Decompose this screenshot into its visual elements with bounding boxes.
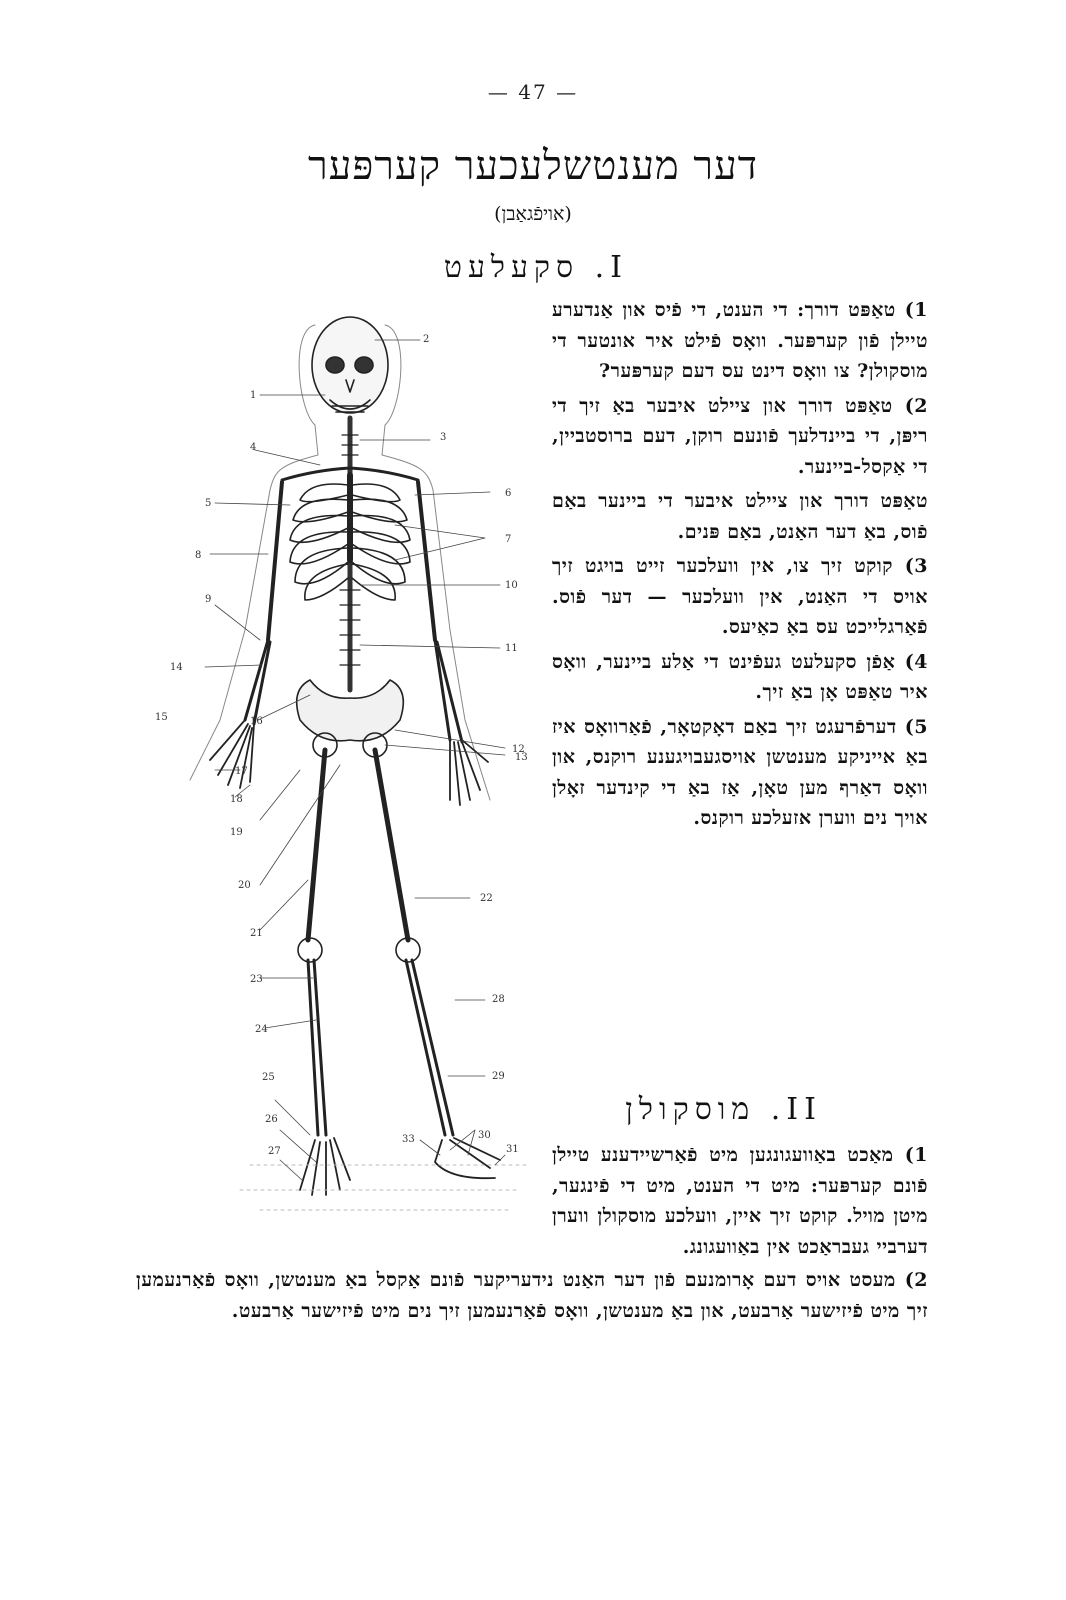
figure-label: 33 xyxy=(402,1134,415,1145)
skeleton-illustration xyxy=(150,300,540,1240)
page-number: — 47 — xyxy=(487,80,579,104)
figure-label: 30 xyxy=(478,1130,491,1141)
paragraph: 3) קוקט זיך צו, אין וועלכער זייט בויגט זיך אויס די האַנט, אין וועלכער — דער פֿוס. פֿאַרגלייכט עס באַ כאַיעס. xyxy=(552,555,928,638)
page-title: דער מענטשלעכער קערפּער xyxy=(308,143,758,189)
paragraph: 1) טאַפּט דורך: די הענט, די פֿיס און אַנדערע טיילן פֿון קערפּער. וואָס פֿילט איר אונטער די מוסקולן? צו וואָס דינט עס דעם קערפּער? xyxy=(552,299,928,382)
figure-label: 20 xyxy=(238,880,251,891)
figure-label: 23 xyxy=(250,974,263,985)
figure-label: 16 xyxy=(250,716,263,727)
figure-label: 26 xyxy=(265,1114,278,1125)
page-subtitle: (אויפֿגאַבן) xyxy=(494,203,572,225)
figure-label: 1 xyxy=(250,390,257,401)
figure-label: 21 xyxy=(250,928,263,939)
figure-label: 25 xyxy=(262,1072,275,1083)
figure-label: 12 xyxy=(512,744,525,755)
paragraph: 2) מעסט אויס דעם אָרומנעם פֿון דער האַנט נידעריקער פֿונם אַקסל באַ מענטשן, וואָס פֿאַרנעמען זיך מיט פֿיזישער אַרבעט, און באַ מענטשן, וואָס פֿאַרנעמען זיך נים מיט פֿיזישער אַרבעט. xyxy=(136,1269,928,1322)
figure-label: 9 xyxy=(205,594,212,605)
figure-label: 8 xyxy=(195,550,202,561)
figure-label: 7 xyxy=(505,534,512,545)
figure-label: 17 xyxy=(235,766,248,777)
figure-label: 4 xyxy=(250,442,257,453)
figure-label: 10 xyxy=(505,580,518,591)
figure-label: 29 xyxy=(492,1071,505,1082)
paragraph: 2) טאַפּט דורך און ציילט איבער באַ זיך די ריפּן, די ביינדלעך פֿונעם רוקן, דעם ברוסטביין, די אַקסל-ביינער. xyxy=(552,394,928,478)
muscles-exercise-2 xyxy=(136,1265,928,1326)
figure-label: 11 xyxy=(505,643,518,654)
paragraph: 5) דערפֿרעגט זיך באַם דאָקטאָר, פֿאַרוואָס איז באַ אייניקע מענטשן אויסגעבויגענע רוקנס, און וואָס דאַרף מען טאָן, אַז באַ די קינדער זאָלן אויך נים ווערן אזעלכע רוקנס. xyxy=(552,715,928,829)
figure-label: 24 xyxy=(255,1024,268,1035)
paragraph: טאַפּט דורך און ציילט איבער די ביינער באַם פֿוס, באַ דער האַנט, באַם פּנים. xyxy=(552,490,928,543)
figure-label: 5 xyxy=(205,498,212,509)
skeleton-exercises xyxy=(552,295,928,838)
figure-label: 19 xyxy=(230,827,243,838)
section-heading-skeleton: I. סקעלעט xyxy=(443,250,628,285)
figure-label: 22 xyxy=(480,893,493,904)
figure-label: 28 xyxy=(492,994,505,1005)
muscles-exercise-1 xyxy=(552,1140,928,1266)
figure-label: 14 xyxy=(170,662,183,673)
figure-labels xyxy=(155,334,528,1157)
figure-label: 27 xyxy=(268,1146,281,1157)
skeleton-icon xyxy=(150,300,540,1240)
figure-label: 2 xyxy=(423,334,430,345)
figure-label: 6 xyxy=(505,488,512,499)
paragraph: 1) מאַכט באַוועגונגען מיט פֿאַרשיידענע טיילן פֿונם קערפּער: מיט די הענט, מיט די פֿינגער, מיטן מויל. קוקט זיך איין, וועלכע מוסקולן ווערן דערביי געבראַכט אין באַוועגונג. xyxy=(552,1144,928,1258)
figure-label: 3 xyxy=(440,432,447,443)
paragraph: 4) אַפֿן סקעלעט געפֿינט די אַלע ביינער, וואָס איר טאַפּט אָן באַ זיך. xyxy=(552,650,928,703)
figure-label: 15 xyxy=(155,712,168,723)
figure-label: 18 xyxy=(230,794,243,805)
figure-label: 31 xyxy=(506,1144,519,1155)
figure-label: 13 xyxy=(515,752,528,763)
section-heading-muscles: II. מוסקולן xyxy=(625,1092,822,1127)
